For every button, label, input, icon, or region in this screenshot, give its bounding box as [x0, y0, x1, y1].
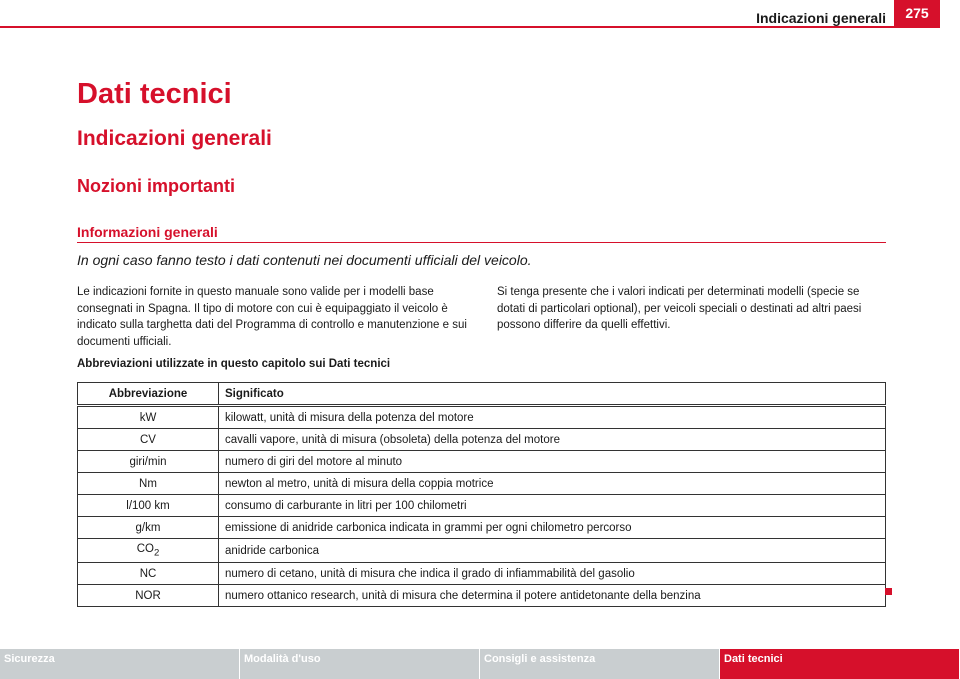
- table-row: [78, 495, 886, 517]
- meaning-cell: consumo di carburante in litri per 100 chilometri: [219, 495, 886, 517]
- end-of-section-mark: [885, 588, 892, 595]
- abbreviation-cell: NOR: [78, 585, 219, 607]
- table-row: [78, 429, 886, 451]
- table-row: [78, 473, 886, 495]
- meaning-cell: anidride carbonica: [219, 539, 886, 563]
- abbreviation-cell: giri/min: [78, 451, 219, 473]
- topic-title: Informazioni generali: [77, 224, 218, 240]
- section-title: Indicazioni generali: [77, 127, 272, 150]
- meaning-cell: cavalli vapore, unità di misura (obsoleta) della potenza del motore: [219, 429, 886, 451]
- meaning-cell: newton al metro, unità di misura della coppia motrice: [219, 473, 886, 495]
- footer-nav: [0, 649, 960, 679]
- header-title: Indicazioni generali: [756, 10, 886, 26]
- abbreviation-cell: NC: [78, 563, 219, 585]
- meaning-cell: numero di cetano, unità di misura che indica il grado di infiammabilità del gasolio: [219, 563, 886, 585]
- subsection-title: Nozioni importanti: [77, 176, 235, 196]
- abbreviations-table: [77, 382, 886, 607]
- header-abbreviation: Abbreviazione: [78, 383, 219, 406]
- table-header-row: [78, 383, 886, 406]
- header-meaning: Significato: [219, 383, 886, 406]
- abbreviation-cell: g/km: [78, 517, 219, 539]
- chapter-title: Dati tecnici: [77, 78, 232, 110]
- table-row: [78, 585, 886, 607]
- body-right: Si tenga presente che i valori indicati per determinati modelli (specie se dotati di particolari optional), per veicoli speciali o destinati ad altri paesi possono differire da quelli effettivi.: [497, 286, 862, 331]
- co2-subscript: 2: [153, 547, 160, 559]
- abbreviation-cell: l/100 km: [78, 495, 219, 517]
- footer-tab-modalita-uso[interactable]: Modalità d'uso: [240, 649, 480, 679]
- abbreviation-cell: kW: [78, 406, 219, 429]
- table-row: [78, 539, 886, 563]
- header-rule: [0, 26, 940, 28]
- table-row: [78, 517, 886, 539]
- page-number: 275: [894, 0, 940, 26]
- meaning-cell: numero ottanico research, unità di misura che determina il potere antidetonante della benzina: [219, 585, 886, 607]
- footer-tab-consigli-assistenza[interactable]: Consigli e assistenza: [480, 649, 720, 679]
- meaning-cell: kilowatt, unità di misura della potenza del motore: [219, 406, 886, 429]
- table-row: [78, 563, 886, 585]
- table-row: [78, 451, 886, 473]
- table-caption: Abbreviazioni utilizzate in questo capitolo sui Dati tecnici: [77, 358, 391, 370]
- intro-text: In ogni caso fanno testo i dati contenuti nei documenti ufficiali del veicolo.: [77, 252, 532, 268]
- table-row: [78, 406, 886, 429]
- abbreviation-cell: Nm: [78, 473, 219, 495]
- footer-tab-sicurezza[interactable]: Sicurezza: [0, 649, 240, 679]
- body-left: Le indicazioni fornite in questo manuale sono valide per i modelli base consegnati in Spagna. Il tipo di motore con cui è equipaggiato il veicolo è indicato sulla targhetta dati del Programma di controllo e manutenzione e sui documenti ufficiali.: [77, 286, 467, 348]
- co2-text: CO: [136, 542, 154, 555]
- footer-tab-dati-tecnici[interactable]: Dati tecnici: [720, 649, 960, 679]
- abbreviation-cell: [78, 539, 219, 563]
- section-rule: [77, 242, 886, 243]
- meaning-cell: emissione di anidride carbonica indicata in grammi per ogni chilometro percorso: [219, 517, 886, 539]
- abbreviation-cell: CV: [78, 429, 219, 451]
- meaning-cell: numero di giri del motore al minuto: [219, 451, 886, 473]
